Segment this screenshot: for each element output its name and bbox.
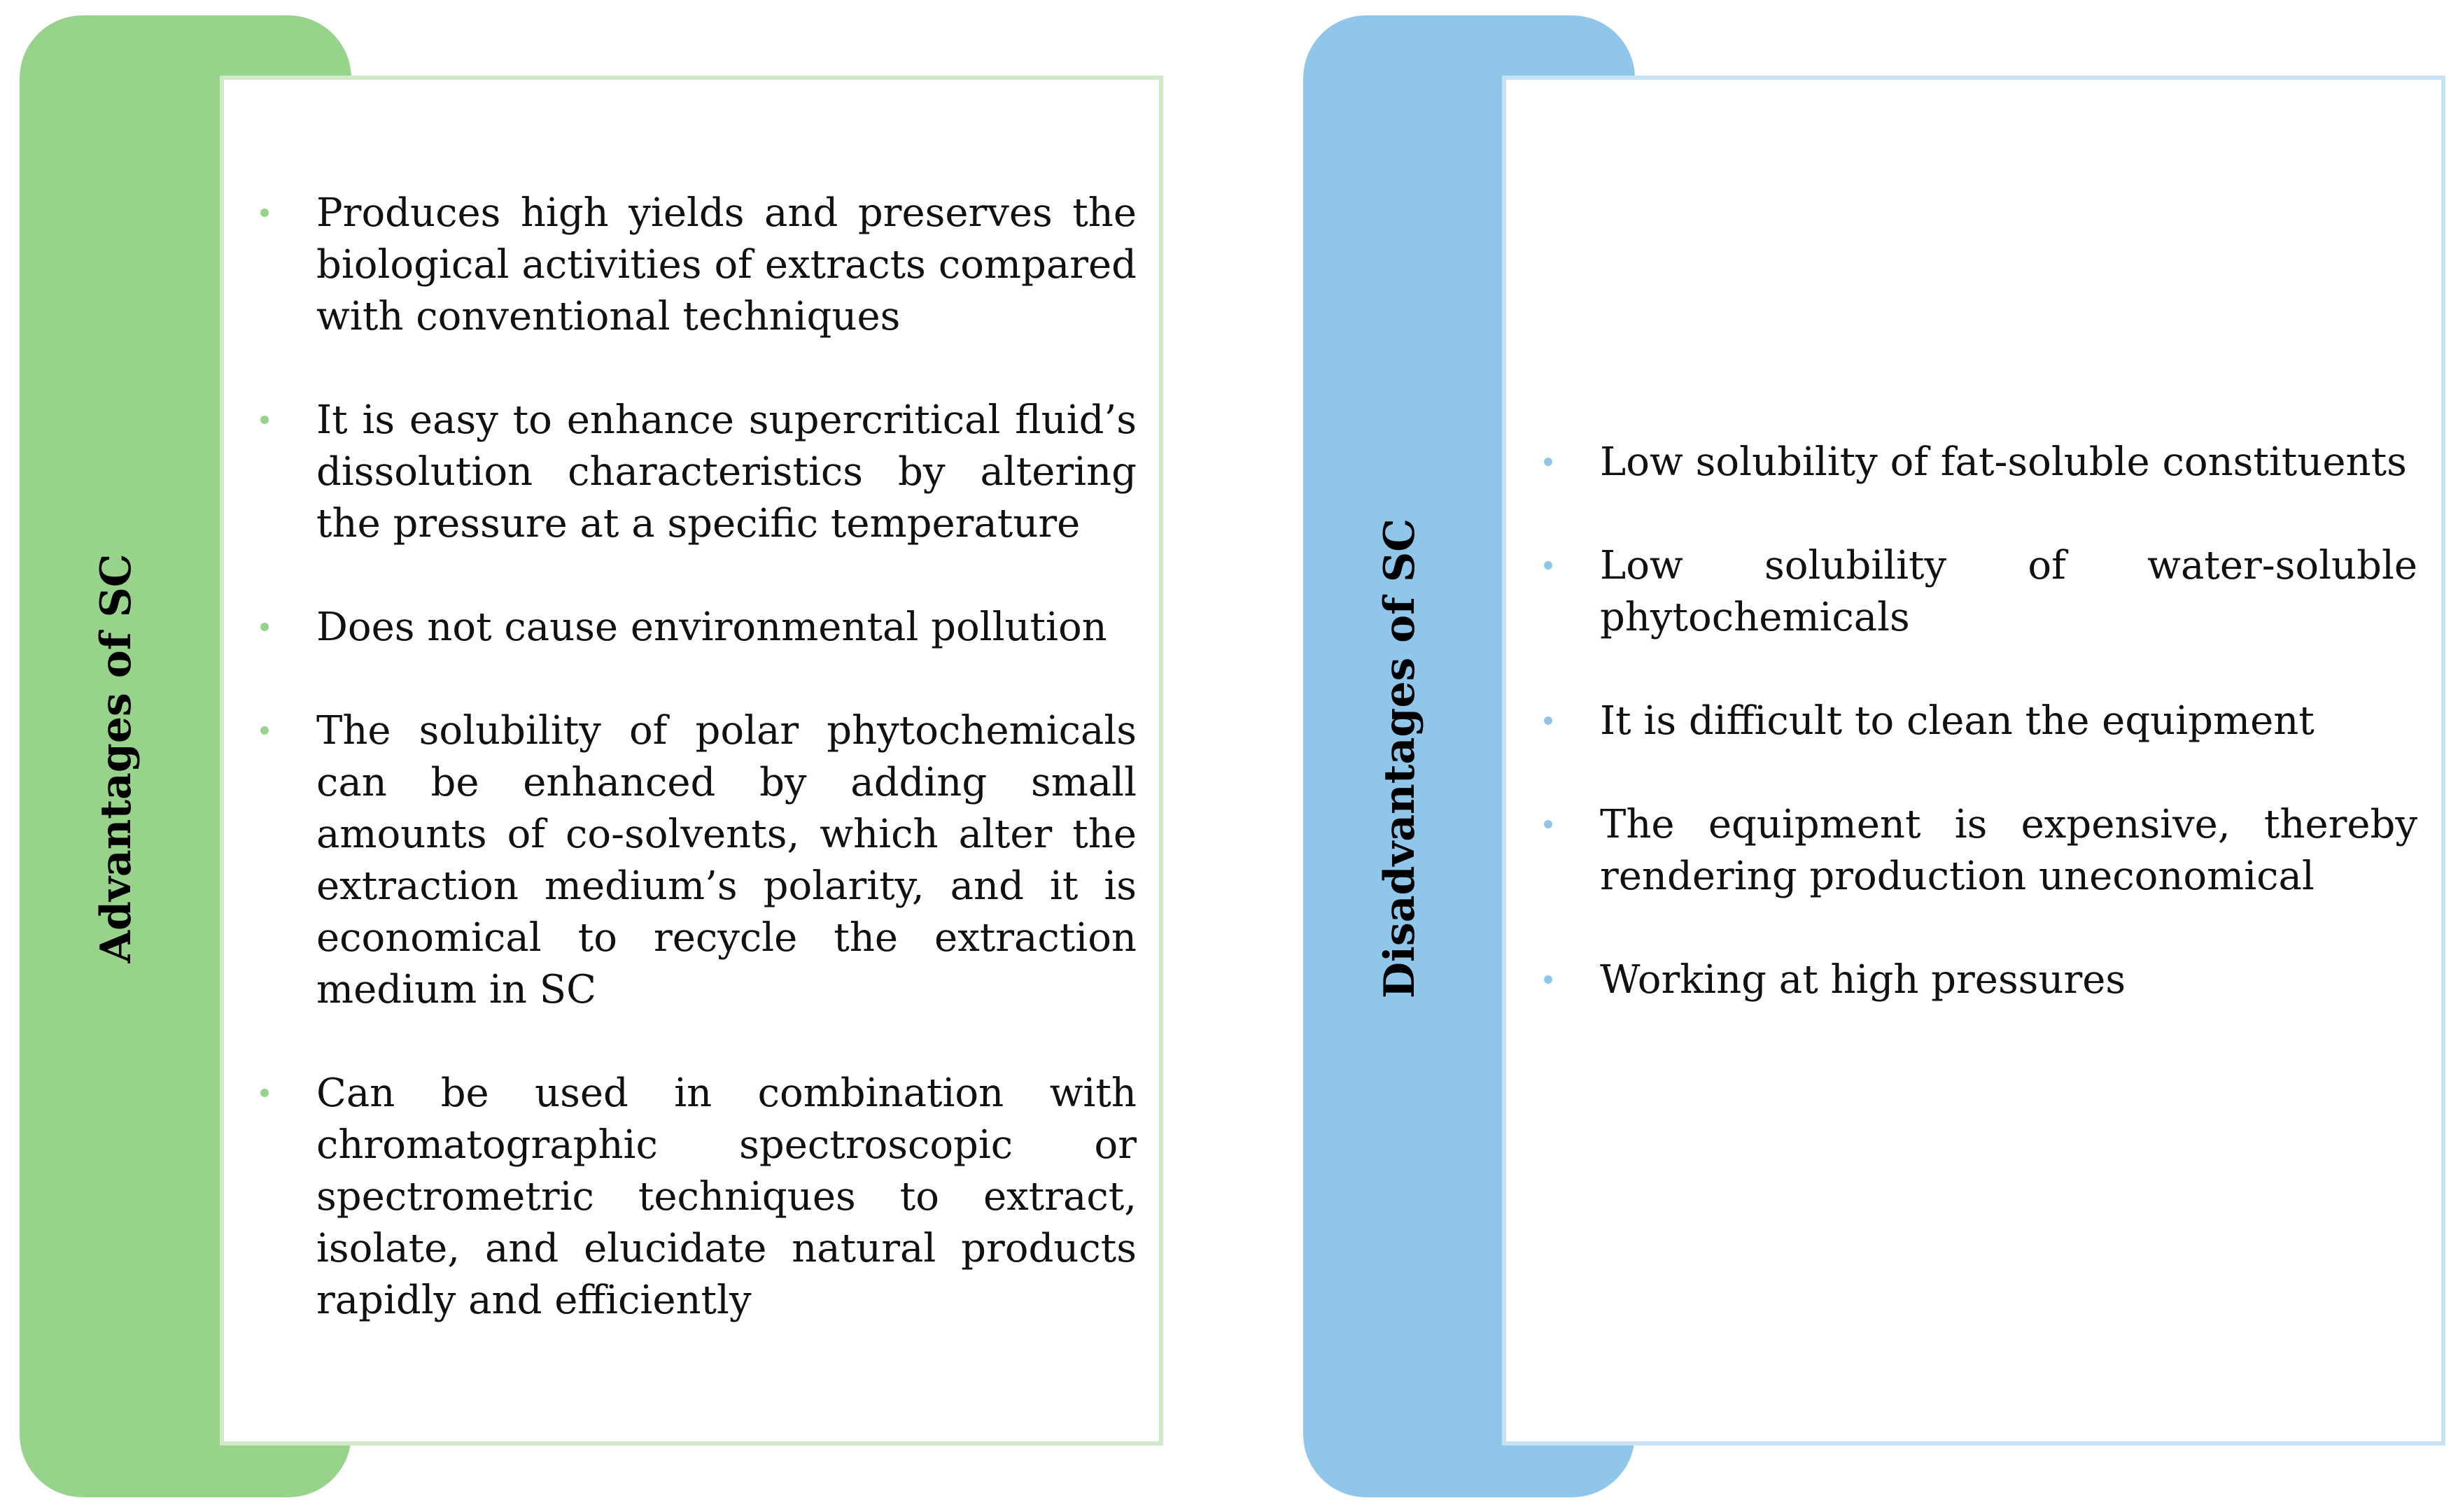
advantage-item: Can be used in combination with chromatographic spectroscopic or spectrometric techniques to extract, isolate, and elucidate natural products rapidly and efficiently bbox=[316, 1068, 1137, 1327]
bullet-icon bbox=[1544, 716, 1552, 725]
bullet-icon bbox=[260, 1089, 269, 1097]
disadvantage-item: It is difficult to clean the equipment bbox=[1600, 695, 2417, 747]
disadvantage-item: The equipment is expensive, thereby rendering production uneconomical bbox=[1600, 799, 2417, 903]
disadvantages-title: Disadvantages of SC bbox=[1375, 518, 1424, 998]
advantage-item: It is easy to enhance supercritical fluid’s dissolution characteristics by altering the pressure at a specific temperature bbox=[316, 395, 1137, 550]
disadvantage-item: Low solubility of water-soluble phytochemicals bbox=[1600, 540, 2417, 644]
advantage-item: The solubility of polar phytochemicals can be enhanced by adding small amounts of co-solvents, which alter the extraction medium’s polarity, and it is economical to recycle the extraction medium in SC bbox=[316, 705, 1137, 1016]
advantages-title: Advantages of SC bbox=[92, 553, 141, 963]
disadvantages-list bbox=[1600, 437, 2417, 1006]
advantage-item: Does not cause environmental pollution bbox=[316, 602, 1137, 653]
bullet-icon bbox=[260, 209, 269, 217]
bullet-icon bbox=[260, 416, 269, 424]
bullet-icon bbox=[1544, 975, 1552, 984]
bullet-icon bbox=[260, 726, 269, 735]
bullet-icon bbox=[260, 623, 269, 631]
disadvantage-item: Working at high pressures bbox=[1600, 954, 2417, 1006]
bullet-icon bbox=[1544, 458, 1552, 466]
bullet-icon bbox=[1544, 561, 1552, 570]
advantages-list bbox=[316, 188, 1137, 1327]
bullet-icon bbox=[1544, 820, 1552, 828]
advantage-item: Produces high yields and preserves the biological activities of extracts compared with conventional techniques bbox=[316, 188, 1137, 343]
disadvantage-item: Low solubility of fat-soluble constituents bbox=[1600, 437, 2417, 488]
